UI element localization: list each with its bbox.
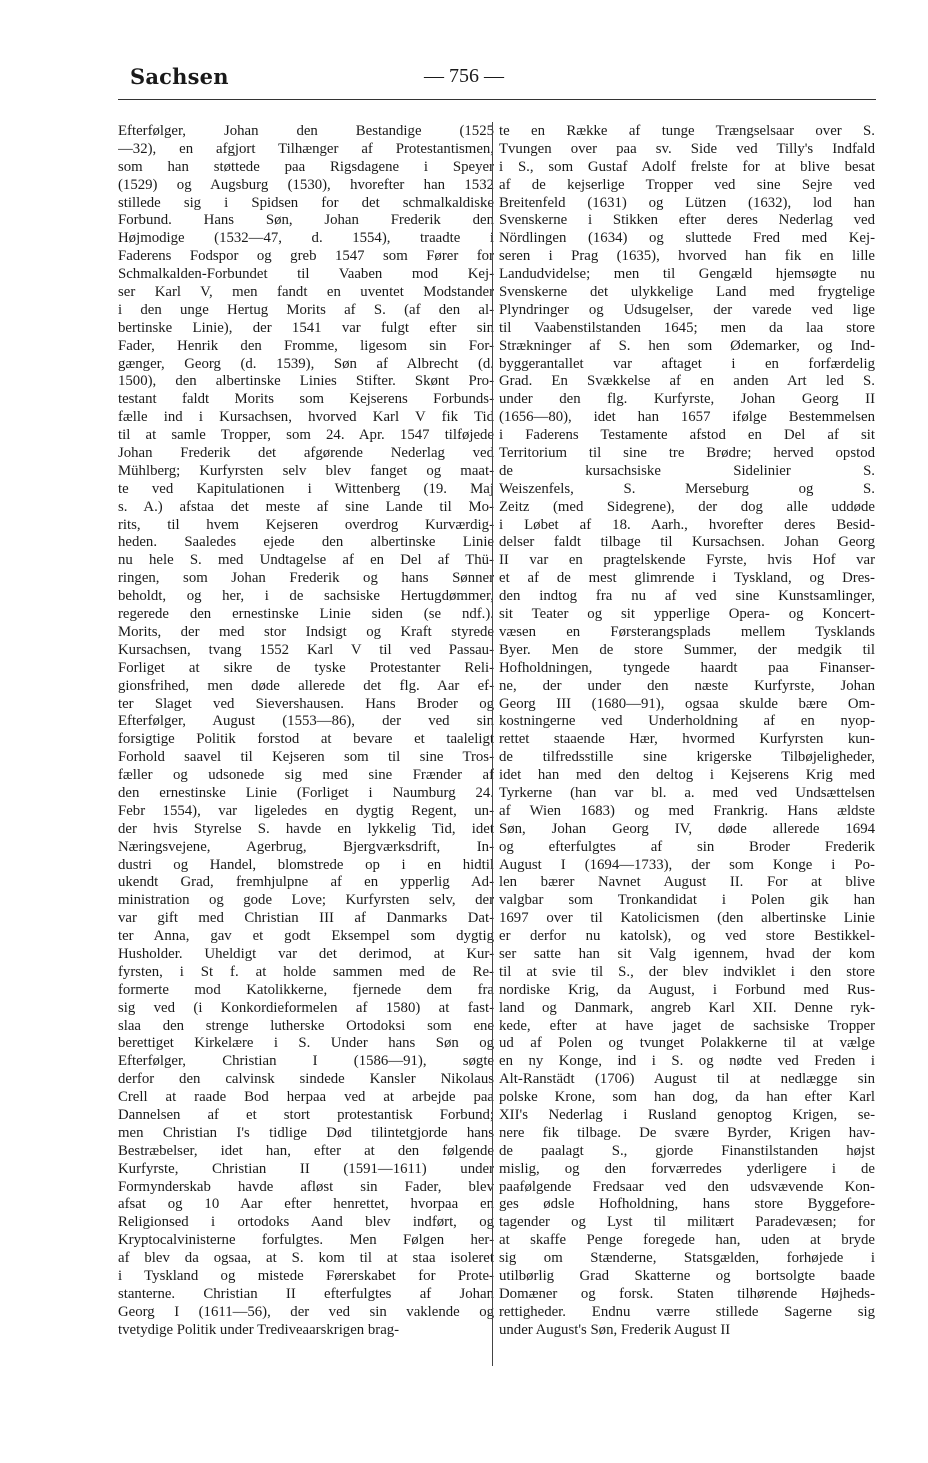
text-line: Efterfølger, Johan den Bestandige (1525: [118, 123, 494, 139]
text-line: ser Karl V, men fandt en uventet Modstander: [118, 284, 494, 301]
text-line: Kursachsen, tvang 1552 Karl V til ved Passau-: [118, 641, 494, 658]
column-divider: [492, 122, 493, 1366]
text-line: var gift med Christian III af Danmarks Dat-: [118, 910, 494, 927]
header-rule: [118, 99, 876, 100]
text-line: Kryptocalvinisterne forfulgtes. Men Følgen her-: [118, 1232, 494, 1249]
text-line: som han støttede paa Rigsdagene i Speyer: [118, 158, 494, 175]
text-line: ud af Polen og tvunget Polakkerne til at vælge: [499, 1035, 875, 1052]
text-line: Bestræbelser, idet han, efter at den følgende: [118, 1142, 494, 1159]
text-line: derfor den calvinsk sindede Kansler Nikolaus: [118, 1071, 494, 1088]
text-line: en ny Konge, ind i S. og nødte ved Freden i: [499, 1053, 875, 1070]
text-line: Mühlberg; Kurfyrsten selv blev fanget og maat-: [118, 462, 494, 479]
text-line: ne, der under den næste Kurfyrste, Johan: [499, 677, 875, 694]
text-line: Byer. Men de store Summer, der medgik til: [499, 641, 875, 658]
text-line: Georg I (1611—56), der ved sin vaklende og: [118, 1303, 494, 1320]
text-line: i Løbet af 18. Aarh., hvorefter deres Besid-: [499, 516, 875, 533]
text-line: valgbar som Tronkandidat i Polen gik han: [499, 892, 875, 909]
text-line: XII's Nederlag i Rusland genoptog Krigen, se-: [499, 1106, 875, 1123]
text-line: fæller og udsonede sig med sine Frænder af: [118, 767, 494, 784]
text-line: til at samle Tropper, som 24. Apr. 1547 tilføjede: [118, 427, 494, 444]
text-line: formerte mod Katolikkerne, fjernede dem fra: [118, 981, 494, 998]
text-line: Religionsed i ortodoks Aand blev indført, og: [118, 1214, 494, 1231]
text-line: Husholder. Uheldigt var det derimod, at Kur-: [118, 945, 494, 962]
text-line: seren i Prag (1635), hvorved han fik en lille: [499, 248, 875, 265]
text-line: August I (1694—1733), der som Konge i Po-: [499, 856, 875, 873]
text-line: de paalagt S., gjorde Finanstilstanden højst: [499, 1142, 875, 1159]
text-line: Weiszenfels, S. Merseburg og S.: [499, 480, 875, 497]
text-line: Formynderskab havde afløst sin Fader, blev: [118, 1178, 494, 1195]
text-line: Kurfyrste, Christian II (1591—1611) under: [118, 1160, 494, 1177]
text-line: paafølgende Fredsaar ved den udsvævende Kon-: [499, 1178, 875, 1195]
text-line: rettigheder. Endnu værre stillede Sagerne sig: [499, 1303, 875, 1320]
text-line: Plyndringer og Udsugelser, der varede ved lige: [499, 301, 875, 318]
text-line: den ernestinske Linie (Forliget i Naumburg 24.: [118, 784, 494, 801]
text-line: Forbund. Hans Søn, Johan Frederik den: [118, 212, 494, 229]
text-line: heden. Saaledes ejede den albertinske Linie: [118, 534, 494, 551]
text-line: Forhold saavel til Kejseren som til sine Tros-: [118, 749, 494, 766]
text-line: 1697 over til Katolicismen (den albertinske Linie: [499, 910, 875, 927]
text-line: Schmalkalden-Forbundet til Vaaben mod Kej-: [118, 266, 494, 283]
text-line: bertinske Linie), der 1541 var fulgt efter sin: [118, 319, 494, 336]
text-line: og efterfulgtes af sin Broder Frederik: [499, 838, 875, 855]
text-line: under den flg. Kurfyrste, Johan Georg II: [499, 391, 875, 408]
text-line: Tvungen over paa sv. Side ved Tilly's Indfald: [499, 140, 875, 157]
text-line: i Faderens Testamente afstod en Del af sit: [499, 427, 875, 444]
text-line: Hofholdningen, tyngede haardt paa Finanser-: [499, 659, 875, 676]
text-line: Febr 1554), var ligeledes en dygtig Regent, un-: [118, 802, 494, 819]
text-line: Breitenfeld (1631) og Lützen (1632), lod han: [499, 194, 875, 211]
left-column: [118, 123, 494, 1340]
text-line: land og Danmark, angreb Karl XII. Denne ryk-: [499, 999, 875, 1016]
text-line: Crell at raade Bod herpaa ved at arbejde paa: [118, 1089, 494, 1106]
page-header: [0, 0, 928, 100]
text-line: ser satte han sit Valg igennem, hvad der kom: [499, 945, 875, 962]
text-line: (1656—80), idet han 1657 ifølge Bestemmelsen: [499, 409, 875, 426]
text-line: i S., som Gustaf Adolf frelste for at blive besat: [499, 158, 875, 175]
text-line: afsat og 10 Aar efter henrettet, hvorpaa en: [118, 1196, 494, 1213]
text-line: ministration og gode Love; Kurfyrsten selv, der: [118, 892, 494, 909]
text-line: sit Teater og sit ypperlige Opera- og Koncert-: [499, 606, 875, 623]
text-line: te ved Kapitulationen i Wittenberg (19. Maj: [118, 480, 494, 497]
text-line: Morits, der med stor Indsigt og Kraft styrede: [118, 623, 494, 640]
text-line: Svenskerne i Stikken efter deres Nederlag ved: [499, 212, 875, 229]
text-line: Grad. En Svækkelse af en anden Art led S.: [499, 373, 875, 390]
text-line: byggerantallet var aftaget i en forfærdelig: [499, 355, 875, 372]
text-line: til Vaabenstilstanden 1645; men da laa store: [499, 319, 875, 336]
text-line: tagender og Lyst til militært Paradevæsen; for: [499, 1214, 875, 1231]
text-line: dustri og Handel, blomstrede op i en hidtil: [118, 856, 494, 873]
text-line: Zeitz (med Sidegrene), der dog alle uddøde: [499, 498, 875, 515]
text-line: (1529) og Augsburg (1530), hvorefter han 1532: [118, 176, 494, 193]
page-title: Sachsen: [130, 64, 229, 89]
text-line: gionsfrihed, men døde allerede det flg. Aar ef-: [118, 677, 494, 694]
text-line: Strækninger af S. hen som Ødemarker, og Ind-: [499, 337, 875, 354]
text-line: Territorium til sine tre Brødre; herved opstod: [499, 445, 875, 462]
text-line: Næringsvejene, Agerbrug, Bjergværksdrift, In-: [118, 838, 494, 855]
text-line: Dannelsen af et stort protestantisk Forbund;: [118, 1106, 494, 1123]
text-line: idet han med den deltog i Kejserens Krig med: [499, 767, 875, 784]
text-line: Forliget at sikre de tyske Protestanter Reli-: [118, 659, 494, 676]
text-line: stanterne. Christian II efterfulgtes af Johan: [118, 1285, 494, 1302]
text-line: kede, efter at have jaget de sachsiske Tropper: [499, 1017, 875, 1034]
text-line: s. A.) afstaa det meste af sine Lande til Mo-: [118, 498, 494, 515]
text-line: at skaffe Penge foregede han, uden at bryde: [499, 1232, 875, 1249]
text-line: Domæner og forsk. Staten tilhørende Højheds-: [499, 1285, 875, 1302]
text-line: Faderens Fodspor og greb 1547 som Fører for: [118, 248, 494, 265]
text-line: mislig, og den forværredes yderligere i de: [499, 1160, 875, 1177]
text-line: et af de mest glimrende i Tyskland, og Dres-: [499, 570, 875, 587]
text-line: forsigtige Politik forstod at bevare et taaleligt: [118, 731, 494, 748]
text-line: af blev da ogsaa, at S. kom til at staa isoleret: [118, 1250, 494, 1267]
text-line: Johan Frederik det afgørende Nederlag ved: [118, 445, 494, 462]
text-line: beholdt, og her, i de sachsiske Hertugdømmer,: [118, 588, 494, 605]
text-line: af Wien 1683) og med Frankrig. Hans ældste: [499, 802, 875, 819]
text-line: gænger, Georg (d. 1539), Søn af Albrecht (d.: [118, 355, 494, 372]
text-line: de tilfredsstille sine krigerske Tilbøjeligheder,: [499, 749, 875, 766]
text-line: rettet staaende Hær, hvormed Kurfyrsten kun-: [499, 731, 875, 748]
text-line: ter Slaget ved Sievershausen. Hans Broder og: [118, 695, 494, 712]
text-line: regerede den ernestinske Linie siden (se ndf.).: [118, 606, 494, 623]
text-line: af de kejserlige Tropper ved sine Sejre ved: [499, 176, 875, 193]
text-line: kostningerne ved Underholdning af en nyop-: [499, 713, 875, 730]
text-line: fyrsten, i St f. at holde sammen med de Re-: [118, 963, 494, 980]
text-line: Fader, Henrik den Fromme, ligesom sin For-: [118, 337, 494, 354]
text-line: Efterfølger, August (1553—86), der ved sin: [118, 713, 494, 730]
text-line: ges ødsle Hofholdning, hans store Byggefore-: [499, 1196, 875, 1213]
text-line: Alt-Ranstädt (1706) August til at nedlægge sin: [499, 1071, 875, 1088]
text-line: til at svie til S., der blev indviklet i den store: [499, 963, 875, 980]
text-line: stillede sig i Spidsen for det schmalkaldiske: [118, 194, 494, 211]
text-line: delser faldt tilbage til Kursachsen. Johan Georg: [499, 534, 875, 551]
text-line: nere fik tilbage. De svære Byrder, Krigen hav-: [499, 1124, 875, 1141]
text-line: II var en pragtelskende Fyrste, hvis Hof var: [499, 552, 875, 569]
text-line: Højmodige (1532—47, d. 1554), traadte i: [118, 230, 494, 247]
text-line: er derfor nu katolsk), og ved store Bestikkel-: [499, 928, 875, 945]
text-line: den indtog fra nu af ved sine Kunstsamlinger,: [499, 588, 875, 605]
text-line: i den unge Hertug Morits af S. (af den al-: [118, 301, 494, 318]
text-line: Efterfølger, Christian I (1586—91), søgte: [118, 1053, 494, 1070]
text-line: under August's Søn, Frederik August II: [499, 1321, 731, 1338]
text-line: Nördlingen (1634) og sluttede Fred med Kej-: [499, 230, 875, 247]
text-line: rits, til hvem Kejseren overdrog Kurværdig-: [118, 516, 494, 533]
text-line: slaa den strenge lutherske Ortodoksi som ene: [118, 1017, 494, 1034]
text-line: sig ved (i Konkordieformelen af 1580) at fast-: [118, 999, 494, 1016]
text-line: men Christian I's tidlige Død tilintetgjorde hans: [118, 1124, 494, 1141]
text-line: te en Række af tunge Trængselsaar over S.: [499, 123, 875, 139]
text-line: 1500), den albertinske Linies Stifter. Skønt Pro-: [118, 373, 494, 390]
text-line: ukendt Grad, fremhjulpne af en ypperlig Ad-: [118, 874, 494, 891]
text-line: utilbørlig Grad Skatterne og bortsolgte baade: [499, 1268, 875, 1284]
text-line: —32), en afgjort Tilhænger af Protestantismen,: [118, 140, 494, 157]
text-line: fælle ind i Kursachsen, hvorved Karl V fik Tid: [118, 409, 494, 426]
text-line: nu hele S. med Undtagelse af en Del af Thü-: [118, 552, 494, 569]
text-line: nordiske Krig, da August, i Forbund med Rus-: [499, 981, 875, 998]
text-line: berettiget Kirkelære i S. Under hans Søn og: [118, 1035, 494, 1052]
text-line: der hvis Styrelse S. havde en lykkelig Tid, idet: [118, 820, 494, 837]
text-line: ter Anna, gav et godt Eksempel som dygtig: [118, 928, 494, 945]
text-line: len bærer Navnet August II. For at blive: [499, 874, 875, 891]
page-number: — 756 —: [424, 65, 504, 87]
text-line: tvetydige Politik under Trediveaarskrigen brag-: [118, 1321, 400, 1338]
text-line: Tyrkerne (han var bl. a. med ved Undsættelsen: [499, 784, 875, 801]
text-line: sig om Stænderne, Statsgælden, forhøjede i: [499, 1250, 875, 1267]
text-line: væsen en Førsterangsplads mellem Tysklands: [499, 623, 875, 640]
text-line: polske Krone, som han dog, da han efter Karl: [499, 1089, 875, 1106]
right-column: [499, 123, 875, 1340]
text-line: Georg III (1680—91), ogsaa skulde bære Om-: [499, 695, 875, 712]
text-line: Søn, Johan Georg IV, døde allerede 1694: [499, 820, 875, 837]
text-line: Landudvidelse; men til Gengæld hjemsøgte nu: [499, 266, 875, 283]
text-line: i Tyskland og mistede Førerskabet for Prote-: [118, 1268, 494, 1284]
text-line: de kursachsiske Sidelinier S.: [499, 462, 875, 479]
text-line: testant faldt Morits som Kejserens Forbunds-: [118, 391, 494, 408]
text-line: Svenskerne det ulykkelige Land med frygtelige: [499, 284, 875, 301]
text-line: ringen, som Johan Frederik og hans Sønner: [118, 570, 494, 587]
